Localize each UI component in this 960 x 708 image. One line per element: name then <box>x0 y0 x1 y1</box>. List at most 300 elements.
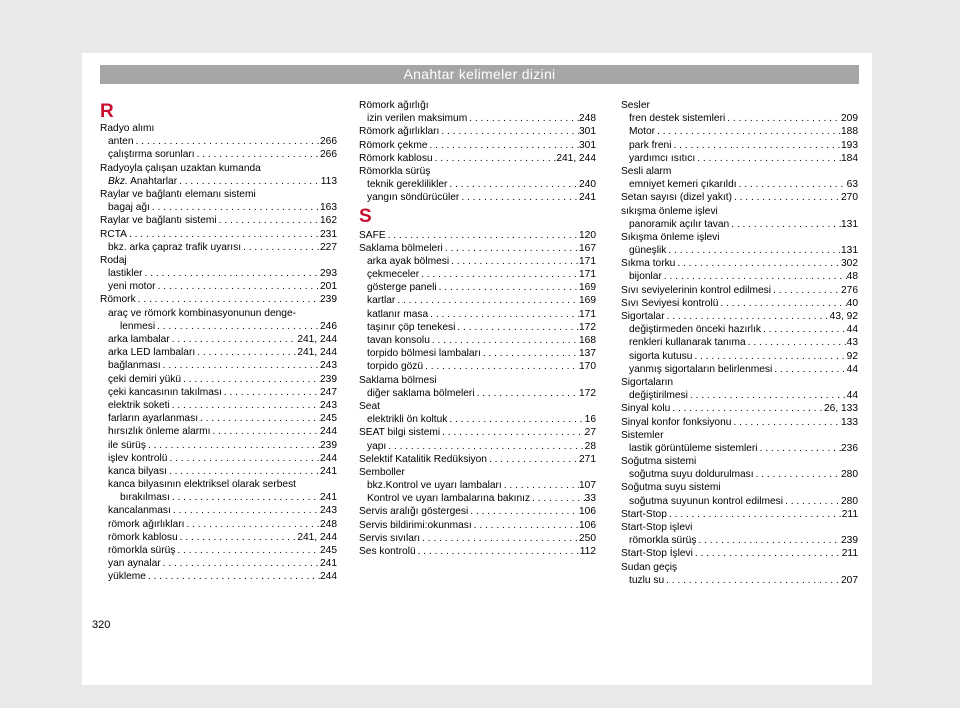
entry-term: panoramik açılır tavan <box>629 218 730 230</box>
entry-term: sıkışma önleme işlevi <box>621 205 718 217</box>
entry-page-ref[interactable]: 163 <box>320 202 337 214</box>
entry-term: Sinyal kolu <box>621 403 671 415</box>
index-entry <box>100 162 337 175</box>
entry-page-ref[interactable]: 236 <box>841 442 858 454</box>
entry-term: Radyoyla çalışan uzaktan kumanda <box>100 162 261 174</box>
dot-leader <box>177 175 321 188</box>
dot-leader <box>386 229 579 242</box>
entry-page-ref[interactable]: 201 <box>320 281 337 293</box>
dot-leader <box>170 333 298 346</box>
entry-page-ref[interactable]: 184 <box>841 152 858 164</box>
entry-term: emniyet kemeri çıkarıldı <box>629 179 737 191</box>
index-column-3 <box>621 99 858 587</box>
entry-page-ref[interactable]: 131 <box>841 218 858 230</box>
entry-page-ref[interactable]: 48 <box>846 271 858 283</box>
index-entry <box>100 241 337 254</box>
index-entry <box>100 333 337 346</box>
entry-term: bağlanması <box>108 360 161 372</box>
index-entry <box>100 135 337 148</box>
entry-page-ref[interactable]: 227 <box>320 241 337 253</box>
entry-page-ref[interactable]: 270 <box>841 192 858 204</box>
dot-leader <box>696 534 841 547</box>
entry-page-ref[interactable]: 120 <box>579 229 596 241</box>
entry-term: Raylar ve bağlantı sistemi <box>100 215 217 227</box>
entry-page-ref[interactable]: 241, 244 <box>297 347 337 359</box>
dot-leader <box>662 270 847 283</box>
dot-leader <box>688 389 847 402</box>
dot-leader <box>746 336 847 349</box>
index-entry <box>621 508 858 521</box>
entry-term: değiştirilmesi <box>629 390 688 402</box>
index-entry <box>100 478 337 491</box>
entry-term: Römork ağırlığı <box>359 100 429 111</box>
entry-term: yeni motor <box>108 281 156 293</box>
index-entry <box>621 363 858 376</box>
index-entry <box>359 492 596 505</box>
index-entry <box>621 310 858 323</box>
entry-term: Römorkla sürüş <box>359 165 431 177</box>
dot-leader <box>181 373 320 386</box>
entry-term: Sesli alarm <box>621 165 672 177</box>
index-entry <box>359 125 596 138</box>
entry-page-ref[interactable]: 271 <box>579 453 596 465</box>
index-entry <box>621 442 858 455</box>
entry-page-ref[interactable]: 172 <box>579 387 596 399</box>
index-entry <box>359 374 596 387</box>
entry-term: işlev kontrolü <box>108 452 168 464</box>
entry-term: çalıştırma sorunları <box>108 149 195 161</box>
dot-leader <box>428 308 579 321</box>
entry-term: Sıkma torku <box>621 258 676 270</box>
entry-page-ref[interactable]: 243 <box>320 360 337 372</box>
entry-term: yardımcı ısıtıcı <box>629 152 696 164</box>
entry-page-ref[interactable]: 241 <box>320 465 337 477</box>
index-entry <box>100 148 337 161</box>
entry-page-ref[interactable]: 244 <box>320 452 337 464</box>
entry-term: diğer saklama bölmeleri <box>367 387 475 399</box>
entry-page-ref[interactable]: 248 <box>320 518 337 530</box>
entry-page-ref[interactable]: 43, 92 <box>829 311 858 322</box>
dot-leader <box>195 346 297 359</box>
index-entry <box>621 125 858 138</box>
index-entry <box>359 321 596 334</box>
index-entry <box>100 254 337 267</box>
dot-leader <box>127 228 320 241</box>
index-entry <box>621 284 858 297</box>
entry-term: Römork kablosu <box>359 152 433 164</box>
index-entry <box>359 268 596 281</box>
dot-leader <box>449 255 579 268</box>
entry-page-ref[interactable]: 276 <box>841 284 858 296</box>
index-entry <box>359 281 596 294</box>
entry-page-ref[interactable]: 243 <box>320 399 337 411</box>
index-entry <box>100 320 337 333</box>
entry-page-ref[interactable]: 241, 244 <box>297 334 337 345</box>
dot-leader <box>143 267 320 280</box>
entry-page-ref[interactable]: 44 <box>846 363 858 375</box>
index-entry <box>621 521 858 534</box>
entry-term: torpido gözü <box>367 361 424 373</box>
entry-term: hırsızlık önleme alarmı <box>108 426 211 438</box>
dot-leader <box>428 139 580 152</box>
entry-page-ref[interactable]: 188 <box>841 126 858 138</box>
entry-page-ref[interactable]: 231 <box>320 228 337 240</box>
index-entry <box>359 242 596 255</box>
dot-leader <box>481 347 579 360</box>
entry-page-ref[interactable]: 243 <box>320 505 337 517</box>
dot-leader <box>419 268 579 281</box>
entry-term: fren destek sistemleri <box>629 113 726 125</box>
index-entry <box>100 373 337 386</box>
entry-page-ref[interactable]: 168 <box>579 335 596 346</box>
index-entry <box>621 152 858 165</box>
entry-page-ref[interactable]: 280 <box>841 469 858 481</box>
dot-leader <box>783 495 841 508</box>
entry-term: bkz.Kontrol ve uyarı lambaları <box>367 480 502 492</box>
entry-term: izin verilen maksimum <box>367 113 468 125</box>
entry-term: römorkla sürüş <box>629 535 697 547</box>
entry-page-ref[interactable]: 167 <box>579 242 596 254</box>
dot-leader <box>161 557 320 570</box>
index-entry <box>621 178 858 191</box>
index-entry <box>100 518 337 531</box>
entry-term: yükleme <box>108 571 146 583</box>
page-number: 320 <box>92 619 111 631</box>
entry-page-ref[interactable]: 44 <box>846 390 858 402</box>
index-entry <box>621 534 858 547</box>
index-entry <box>100 452 337 465</box>
index-entry <box>100 399 337 412</box>
entry-page-ref[interactable]: 193 <box>841 139 858 151</box>
index-entry <box>100 504 337 517</box>
entry-page-ref[interactable]: 244 <box>320 426 337 438</box>
entry-page-ref[interactable]: 171 <box>579 308 596 320</box>
index-entry <box>359 466 596 479</box>
index-entry <box>100 465 337 478</box>
entry-term: farların ayarlanması <box>108 413 199 425</box>
entry-term: teknik gereklilikler <box>367 179 448 191</box>
dot-leader <box>530 492 585 505</box>
entry-term: lastikler <box>108 268 143 280</box>
entry-term: bagaj ağı <box>108 202 150 214</box>
index-entry <box>100 188 337 201</box>
index-column-2 <box>359 99 596 558</box>
dot-leader <box>502 479 579 492</box>
entry-page-ref[interactable]: 28 <box>584 440 596 452</box>
index-entry <box>100 359 337 372</box>
dot-leader <box>416 545 580 558</box>
dot-leader <box>671 139 841 152</box>
dot-leader <box>455 321 579 334</box>
entry-term: Sigortalar <box>621 311 665 322</box>
entry-page-ref[interactable]: 241 <box>579 192 596 204</box>
dot-leader <box>737 178 847 191</box>
dot-leader <box>155 320 320 333</box>
entry-page-ref[interactable]: 106 <box>579 519 596 531</box>
entry-term: yapı <box>367 440 387 452</box>
dot-leader <box>447 413 584 426</box>
dot-leader <box>475 387 579 400</box>
dot-leader <box>732 191 841 204</box>
entry-page-ref[interactable]: 16 <box>584 414 596 426</box>
entry-page-ref[interactable]: 239 <box>320 373 337 385</box>
index-entry <box>100 544 337 557</box>
dot-leader <box>423 360 579 373</box>
entry-page-ref[interactable]: 266 <box>320 136 337 148</box>
index-entry <box>100 175 337 188</box>
entry-page-ref[interactable]: 172 <box>579 321 596 333</box>
entry-term: römork ağırlıkları <box>108 518 185 530</box>
entry-term: ile sürüş <box>108 439 146 451</box>
entry-term: Start-Stop işlevi <box>621 522 693 533</box>
entry-page-ref[interactable]: 239 <box>320 294 337 306</box>
entry-page-ref[interactable]: 137 <box>579 348 596 360</box>
index-entry <box>621 416 858 429</box>
dot-leader <box>655 125 841 138</box>
entry-term: çeki kancasının takılması <box>108 386 222 398</box>
index-entry <box>621 191 858 204</box>
entry-term: lenmesi <box>120 320 156 332</box>
index-entry <box>621 231 858 244</box>
entry-term: Kontrol ve uyarı lambalarına bakınız <box>367 493 531 505</box>
entry-term: soğutma suyu doldurulması <box>629 469 754 481</box>
dot-leader <box>731 416 841 429</box>
entry-term: lastik görüntüleme sistemleri <box>629 442 758 454</box>
dot-leader <box>439 125 579 138</box>
dot-leader <box>772 363 846 376</box>
dot-leader <box>134 135 321 148</box>
entry-term: Servis aralığı göstergesi <box>359 506 469 518</box>
section-letter: S <box>359 205 372 227</box>
entry-term: yanmış sigortaların belirlenmesi <box>629 363 773 375</box>
dot-leader <box>433 152 557 165</box>
entry-page-ref[interactable]: 162 <box>320 215 337 227</box>
entry-page-ref[interactable]: 301 <box>579 126 596 138</box>
entry-term: gösterge paneli <box>367 282 437 294</box>
entry-term: Sıvı Seviyesi kontrolü <box>621 297 719 309</box>
index-entry <box>359 99 596 112</box>
dot-leader <box>675 257 841 270</box>
entry-page-ref[interactable]: 106 <box>579 506 596 518</box>
index-entry <box>359 191 596 204</box>
entry-page-ref[interactable]: 245 <box>320 413 337 425</box>
entry-term: Sıvı seviyelerinin kontrol edilmesi <box>621 284 772 296</box>
index-entry <box>621 350 858 363</box>
index-entry <box>359 453 596 466</box>
index-entry <box>621 481 858 494</box>
entry-page-ref[interactable]: 107 <box>579 480 596 492</box>
index-entry <box>100 267 337 280</box>
entry-term: römork kablosu <box>108 531 178 543</box>
index-column-1 <box>100 102 337 584</box>
entry-page-ref[interactable]: 244 <box>320 571 337 583</box>
entry-page-ref[interactable]: 113 <box>320 175 337 187</box>
dot-leader <box>386 440 584 453</box>
entry-page-ref[interactable]: 266 <box>320 149 337 161</box>
entry-page-ref[interactable]: 241, 244 <box>297 531 337 543</box>
dot-leader <box>184 518 320 531</box>
entry-page-ref[interactable]: 209 <box>841 113 858 125</box>
entry-page-ref[interactable]: 246 <box>320 320 337 332</box>
index-entry <box>359 479 596 492</box>
index-entry <box>100 557 337 570</box>
entry-term: katlanır masa <box>367 308 429 320</box>
entry-page-ref[interactable]: 211 <box>841 548 858 560</box>
dot-leader <box>171 504 320 517</box>
index-entry <box>621 139 858 152</box>
entry-term: arka lambalar <box>108 334 170 345</box>
entry-page-ref[interactable]: 293 <box>320 268 337 280</box>
entry-page-ref[interactable]: 170 <box>579 361 596 373</box>
index-entry <box>100 201 337 214</box>
entry-term: taşınır çöp tenekesi <box>367 321 456 333</box>
index-entry <box>100 531 337 544</box>
entry-page-ref[interactable]: 247 <box>320 386 337 398</box>
entry-page-ref[interactable]: 44 <box>846 324 858 336</box>
entry-term: Semboller <box>359 466 405 478</box>
entry-term: bırakılması <box>120 492 170 504</box>
dot-leader <box>718 297 846 310</box>
entry-page-ref[interactable]: 92 <box>846 350 858 362</box>
dot-leader <box>665 310 830 323</box>
entry-page-ref[interactable]: 43 <box>846 337 858 349</box>
index-entry <box>621 323 858 336</box>
index-entry <box>100 425 337 438</box>
entry-term: bijonlar <box>629 271 662 283</box>
dot-leader <box>443 242 579 255</box>
entry-term: değiştirmeden önceki hazırlık <box>629 324 761 336</box>
dot-leader <box>725 112 841 125</box>
index-entry <box>100 439 337 452</box>
entry-term: soğutma suyunun kontrol edilmesi <box>629 495 784 507</box>
dot-leader <box>195 148 320 161</box>
index-entry <box>359 413 596 426</box>
dot-leader <box>146 570 320 583</box>
entry-term: elektrik soketi <box>108 399 170 411</box>
entry-term: römorkla sürüş <box>108 545 176 556</box>
index-entry <box>359 165 596 178</box>
entry-page-ref[interactable]: 171 <box>579 255 596 267</box>
entry-page-ref[interactable]: 26, 133 <box>824 403 858 415</box>
entry-page-ref[interactable]: 131 <box>841 245 858 257</box>
entry-page-ref[interactable]: 241, 244 <box>556 152 596 164</box>
entry-term: bkz. arka çapraz trafik uyarısı <box>108 241 242 253</box>
entry-page-ref[interactable]: 241 <box>320 492 337 504</box>
index-entry <box>100 412 337 425</box>
entry-page-ref[interactable]: 301 <box>579 139 596 151</box>
dot-leader <box>222 386 320 399</box>
index-entry <box>621 205 858 218</box>
dot-leader <box>487 453 579 466</box>
dot-leader <box>459 191 579 204</box>
entry-term: kanca bilyasının elektriksel olarak serbest <box>108 479 296 491</box>
entry-page-ref[interactable]: 33 <box>584 493 596 505</box>
entry-term: arka ayak bölmesi <box>367 255 450 267</box>
dot-leader <box>136 293 320 306</box>
index-entry <box>621 244 858 257</box>
entry-page-ref[interactable]: 239 <box>841 535 858 547</box>
dot-leader <box>170 491 320 504</box>
dot-leader <box>693 547 842 560</box>
entry-term: Rodaj <box>100 254 127 266</box>
dot-leader <box>761 323 847 336</box>
entry-term: Motor <box>629 126 656 138</box>
entry-term: renkleri kullanarak tanıma <box>629 337 746 349</box>
entry-page-ref[interactable]: 171 <box>579 269 596 281</box>
dot-leader <box>167 452 320 465</box>
index-entry <box>359 334 596 347</box>
index-entry <box>621 297 858 310</box>
entry-page-ref[interactable]: 112 <box>579 546 596 557</box>
entry-page-ref[interactable]: 27 <box>584 427 596 439</box>
index-entry <box>359 347 596 360</box>
entry-term: kartlar <box>367 295 396 307</box>
entry-page-ref[interactable]: 169 <box>579 295 596 307</box>
index-entry <box>359 440 596 453</box>
entry-page-ref[interactable]: 248 <box>579 113 596 125</box>
entry-page-ref[interactable]: 207 <box>841 574 858 586</box>
entry-term: yangın söndürücüler <box>367 192 460 204</box>
index-entry <box>359 519 596 532</box>
entry-page-ref[interactable]: 239 <box>320 439 337 451</box>
entry-page-ref[interactable]: 211 <box>841 508 858 520</box>
entry-term: Bkz. Anahtarlar <box>108 175 178 187</box>
entry-page-ref[interactable]: 250 <box>579 532 596 544</box>
entry-term: Römork çekme <box>359 139 428 151</box>
index-entry <box>100 570 337 583</box>
index-entry <box>621 112 858 125</box>
entry-term: Selektif Katalitik Redüksiyon <box>359 453 487 465</box>
entry-page-ref[interactable]: 245 <box>320 545 337 556</box>
entry-term: SAFE <box>359 229 386 241</box>
dot-leader <box>210 425 320 438</box>
index-entry <box>359 294 596 307</box>
entry-term: sigorta kutusu <box>629 350 693 362</box>
dot-leader <box>692 350 846 363</box>
entry-page-ref[interactable]: 280 <box>841 495 858 507</box>
index-entry <box>100 122 337 135</box>
entry-page-ref[interactable]: 169 <box>579 282 596 294</box>
index-entry <box>359 426 596 439</box>
entry-page-ref[interactable]: 133 <box>841 416 858 428</box>
entry-term: torpido bölmesi lambaları <box>367 348 481 360</box>
entry-page-ref[interactable]: 63 <box>846 179 858 191</box>
entry-page-ref[interactable]: 302 <box>841 258 858 270</box>
entry-term: Saklama bölmeleri <box>359 242 443 254</box>
dot-leader <box>437 281 579 294</box>
entry-term: RCTA <box>100 228 127 240</box>
index-entry <box>621 468 858 481</box>
index-entry <box>359 255 596 268</box>
dot-leader <box>468 505 579 518</box>
entry-term: kancalanması <box>108 505 171 517</box>
entry-page-ref[interactable]: 241 <box>320 558 337 570</box>
entry-term: tavan konsolu <box>367 335 430 346</box>
dot-leader <box>440 426 585 439</box>
entry-term: Setan sayısı (dizel yakıt) <box>621 192 732 204</box>
entry-term: arka LED lambaları <box>108 347 196 359</box>
index-entry <box>100 293 337 306</box>
entry-term: park freni <box>629 139 672 151</box>
entry-page-ref[interactable]: 240 <box>579 179 596 191</box>
index-entry <box>621 376 858 389</box>
entry-term: Sesler <box>621 100 650 111</box>
entry-page-ref[interactable]: 40 <box>846 297 858 309</box>
dot-leader <box>667 508 842 521</box>
dot-leader <box>161 359 320 372</box>
entry-term: Saklama bölmesi <box>359 374 437 386</box>
dot-leader <box>758 442 841 455</box>
